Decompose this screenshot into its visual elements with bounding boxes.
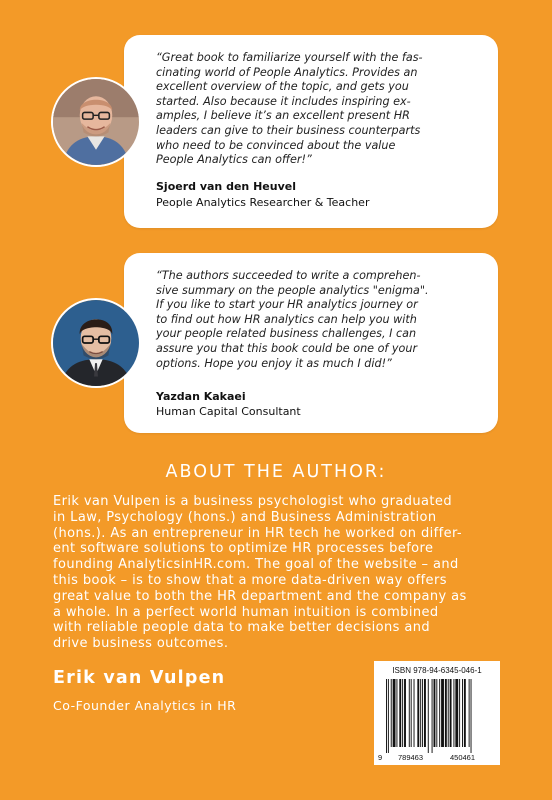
quote-line: excellent overview of the topic, and gets you bbox=[156, 80, 409, 94]
barcode-icon bbox=[386, 679, 494, 753]
barcode-bar bbox=[471, 679, 472, 753]
bio-line: a whole. In a perfect world human intuition is combined bbox=[53, 604, 439, 620]
testimonial-role-1: People Analytics Researcher & Teacher bbox=[156, 196, 370, 209]
barcode-bar bbox=[434, 679, 436, 747]
barcode-bar bbox=[450, 679, 452, 747]
quote-line: sive summary on the people analytics "enigma". bbox=[156, 283, 429, 297]
barcode-bar bbox=[414, 679, 415, 747]
barcode-bar bbox=[424, 679, 426, 747]
bio-line: with reliable people data to make better decisions and bbox=[53, 620, 431, 636]
barcode-bar bbox=[436, 679, 437, 747]
barcode-bar bbox=[455, 679, 458, 747]
author-role: Co-Founder Analytics in HR bbox=[53, 698, 237, 713]
quote-line: cinating world of People Analytics. Provides an bbox=[156, 65, 418, 79]
quote-line: options. Hope you enjoy it as much I did!” bbox=[156, 356, 392, 370]
barcode-bar bbox=[399, 679, 401, 747]
testimonial-name-1: Sjoerd van den Heuvel bbox=[156, 180, 296, 193]
testimonial-quote-2 bbox=[156, 269, 478, 371]
barcode-digits-right: 450461 bbox=[450, 753, 476, 762]
barcode-bar bbox=[448, 679, 449, 747]
bio-line: in Law, Psychology (hons.) and Business Administration bbox=[53, 509, 437, 525]
barcode-bar bbox=[459, 679, 460, 747]
testimonial-quote-1 bbox=[156, 51, 478, 168]
testimonial-card-1 bbox=[124, 35, 498, 228]
barcode-bar bbox=[445, 679, 447, 747]
quote-line: assure you that this book could be one of your bbox=[156, 341, 418, 355]
testimonial-name-2: Yazdan Kakaei bbox=[156, 390, 246, 403]
barcode-bar bbox=[439, 679, 440, 747]
barcode-bar bbox=[386, 679, 387, 753]
about-author-bio bbox=[53, 494, 523, 652]
bio-line: founding AnalyticsinHR.com. The goal of the website – and bbox=[53, 557, 459, 573]
barcode-bar bbox=[453, 679, 454, 747]
quote-line: People Analytics can offer!” bbox=[156, 153, 312, 167]
quote-line: your people related business challenges, I can bbox=[156, 327, 417, 341]
testimonial-card-2 bbox=[124, 253, 498, 433]
about-author-heading: ABOUT THE AUTHOR: bbox=[165, 462, 387, 482]
barcode-digits-left: 789463 bbox=[398, 753, 424, 762]
quote-line: If you like to start your HR analytics journey or bbox=[156, 298, 418, 312]
barcode-bar bbox=[432, 679, 433, 753]
bio-line: ent software solutions to optimize HR processes before bbox=[53, 541, 434, 557]
bio-line: (hons.). As an entrepreneur in HR tech he worked on differ- bbox=[53, 525, 462, 541]
author-name: Erik van Vulpen bbox=[53, 668, 226, 688]
bio-line: great value to both the HR department and the company as bbox=[53, 588, 467, 604]
bio-line: Erik van Vulpen is a business psychologist who graduated bbox=[53, 494, 452, 509]
barcode-bar bbox=[396, 679, 397, 747]
isbn-number: ISBN 978-94-6345-046-1 bbox=[392, 666, 482, 675]
quote-line: amples, I believe it’s an excellent present HR bbox=[156, 109, 410, 123]
testimonial-role-2: Human Capital Consultant bbox=[156, 405, 301, 418]
avatar-sjoerd-photo bbox=[51, 77, 141, 167]
barcode-bar bbox=[469, 679, 470, 747]
bio-line: this book – is to show that a more data-driven way offers bbox=[53, 572, 447, 588]
barcode-bar bbox=[402, 679, 403, 747]
quote-line: started. Also because it includes inspiring ex- bbox=[156, 94, 411, 108]
barcode-bar bbox=[462, 679, 463, 747]
barcode-bar bbox=[388, 679, 389, 753]
bio-line: drive business outcomes. bbox=[53, 636, 229, 652]
barcode-bar bbox=[420, 679, 421, 747]
quote-line: “The authors succeeded to write a comprehen- bbox=[156, 269, 421, 282]
barcode-bar bbox=[417, 679, 419, 747]
barcode-digit-first: 9 bbox=[378, 753, 383, 762]
quote-line: who need to be convinced about the value bbox=[156, 138, 396, 152]
barcode-bar bbox=[464, 679, 466, 747]
barcode-bar bbox=[391, 679, 392, 747]
quote-line: to find out how HR analytics can help you with bbox=[156, 312, 417, 326]
quote-line: “Great book to familiarize yourself with the fas- bbox=[156, 51, 423, 64]
isbn-barcode bbox=[374, 661, 500, 765]
barcode-bar bbox=[422, 679, 423, 747]
quote-line: leaders can give to their business counterparts bbox=[156, 123, 421, 137]
person-portrait-icon bbox=[53, 79, 139, 165]
barcode-bar bbox=[428, 679, 429, 753]
barcode-bar bbox=[393, 679, 396, 747]
person-portrait-icon bbox=[53, 300, 139, 386]
barcode-bar bbox=[441, 679, 444, 747]
barcode-bar bbox=[404, 679, 406, 747]
barcode-bar bbox=[411, 679, 412, 747]
avatar-yazdan-photo bbox=[51, 298, 141, 388]
barcode-bar bbox=[409, 679, 410, 747]
